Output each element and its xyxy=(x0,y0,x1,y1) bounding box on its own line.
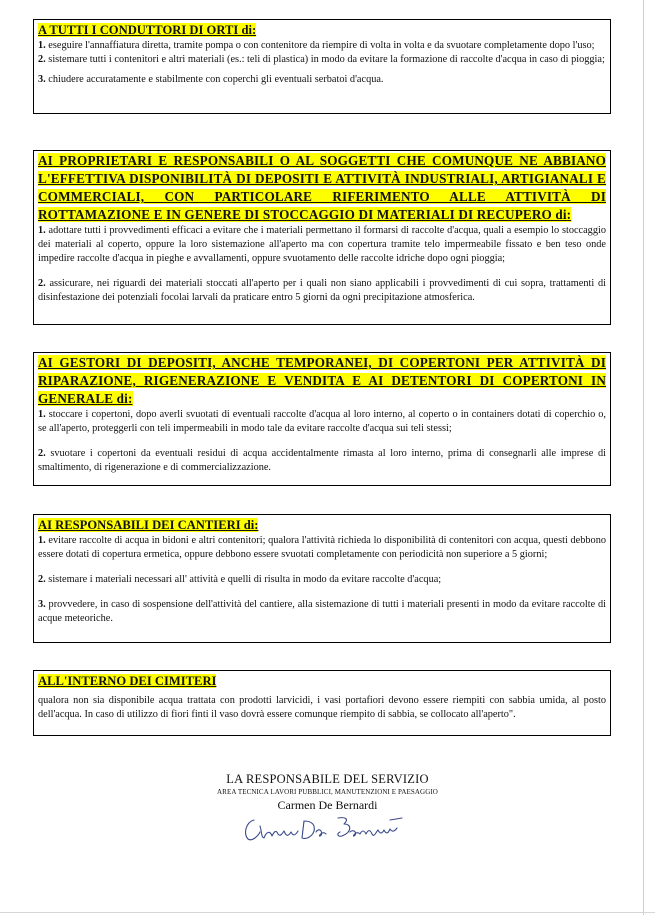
section-heading xyxy=(38,21,606,39)
item-text: sistemare i materiali necessari all' attività e quelli di risulta in modo da evitare raccolte d'acqua; xyxy=(45,573,442,585)
item-text: evitare raccolte di acqua in bidoni e altri contenitori; qualora l'attività richieda lo disponibilità di contenitori con acqua, questi debbono essere dotati di copertura ermetica, oppure debbono essere svuotati completamente con periodicità non superiore a 5 giorni; xyxy=(38,535,606,560)
section-copertoni xyxy=(33,352,611,486)
section-heading xyxy=(38,516,606,534)
section-cantieri xyxy=(33,514,611,643)
section-title: AI RESPONSABILI DEI CANTIERI di: xyxy=(38,518,259,532)
list-item xyxy=(38,224,606,266)
page-edge xyxy=(0,912,655,913)
list-item xyxy=(38,598,606,626)
list-item xyxy=(38,694,606,722)
item-text: adottare tutti i provvedimenti efficaci a evitare che i materiali permettano il formarsi di raccolte d'acqua, quali a esempio lo stoccaggio dei materiali al coperto, oppure la loro sistemazione all'aperto ma con copertura tramite telo impermeabile fissato e ben teso onde impedire raccolte d'acqua in pieghe e avvallamenti, oppure svuotamento delle raccolte idriche dopo ogni pioggia; xyxy=(38,225,606,264)
section-heading xyxy=(38,354,606,408)
item-text: provvedere, in caso di sospensione dell'attività del cantiere, alla sistemazione di tutti i materiali presenti in modo da evitare raccolte di acque meteoriche. xyxy=(38,598,606,624)
item-text: eseguire l'annaffiatura diretta, tramite pompa o con contenitore da riempire di volta in volta e da svuotare completamente dopo l'uso; xyxy=(45,40,595,51)
signature-area: AREA TECNICA LAVORI PUBBLICI, MANUTENZIONI E PAESAGGIO xyxy=(217,788,438,796)
item-number: 3. xyxy=(38,598,46,610)
section-title: ALL'INTERNO DEI CIMITERI xyxy=(38,674,217,688)
item-number: 3. xyxy=(38,73,46,85)
list-item xyxy=(38,573,606,587)
list-item xyxy=(38,447,606,475)
section-title: A TUTTI I CONDUTTORI DI ORTI di: xyxy=(38,23,257,37)
section-title: AI PROPRIETARI E RESPONSABILI O AL SOGGETTI CHE COMUNQUE NE ABBIANO L'EFFETTIVA DISPONIBILITÀ DI DEPOSITI E ATTIVITÀ INDUSTRIALI, ARTIGIANALI E COMMERCIALI, CON PARTICOLARE RIFERIMENTO ALLE ATTIVITÀ DI ROTTAMAZIONE E IN GENERE DI STOCCAGGIO DI MATERIALI DI RECUPERO di: xyxy=(38,153,606,222)
item-number: 2. xyxy=(38,277,46,289)
item-text: assicurare, nei riguardi dei materiali stoccati all'aperto per i quali non siano applicabili i provvedimenti di cui sopra, trattamenti di disinfestazione dei potenziali focolai larvali da praticare entro 5 giorni da ogni precipitazione atmosferica. xyxy=(38,277,606,303)
list-item xyxy=(38,534,606,562)
signature-block xyxy=(0,772,655,813)
list-item xyxy=(38,39,606,53)
signature-name: Carmen De Bernardi xyxy=(277,798,378,812)
item-text: svuotare i copertoni da eventuali residui di acqua accidentalmente rimasta al loro interno, prima di consegnarli alle imprese di smaltimento, di rigenerazione e di commercializzazione. xyxy=(38,447,606,473)
item-text: sistemare tutti i contenitori e altri materiali (es.: teli di plastica) in modo da evitare la formazione di raccolte d'acqua in caso di pioggia; xyxy=(45,53,605,65)
list-item xyxy=(38,53,606,67)
section-title: AI GESTORI DI DEPOSITI, ANCHE TEMPORANEI, DI COPERTONI PER ATTIVITÀ DI RIPARAZIONE, RIGENERAZIONE E VENDITA E AI DETENTORI DI COPERTONI IN GENERALE di: xyxy=(38,355,606,406)
item-number: 2. xyxy=(38,447,46,459)
item-text: qualora non sia disponibile acqua trattata con prodotti larvicidi, i vasi portafiori devono essere riempiti con sabbia umida, al posto dell'acqua. In caso di utilizzo di fiori finti il vaso dovrà essere comunque riempito di sabbia, se collocato all'aperto". xyxy=(38,695,606,720)
section-cimiteri xyxy=(33,670,611,736)
signature-title: LA RESPONSABILE DEL SERVIZIO xyxy=(226,772,429,786)
section-orti xyxy=(33,19,611,114)
handwritten-signature xyxy=(240,812,410,846)
item-number: 1. xyxy=(38,40,46,51)
item-number: 2. xyxy=(38,573,46,585)
item-text: chiudere accuratamente e stabilmente con coperchi gli eventuali serbatoi d'acqua. xyxy=(45,73,384,85)
item-number: 1. xyxy=(38,409,46,420)
section-depositi-industriali xyxy=(33,150,611,325)
item-number: 1. xyxy=(38,535,46,546)
item-number: 2. xyxy=(38,53,46,65)
section-heading xyxy=(38,152,606,224)
list-item xyxy=(38,73,606,87)
list-item xyxy=(38,408,606,436)
list-item xyxy=(38,277,606,305)
item-number: 1. xyxy=(38,225,46,236)
item-text: stoccare i copertoni, dopo averli svuotati di eventuali raccolte d'acqua al loro interno, al coperto o in containers dotati di coperchio o, se all'aperto, proteggerli con teli impermeabili in modo tale da evitare raccolte d'acqua sui teli stessi; xyxy=(38,409,606,434)
section-heading xyxy=(38,672,606,690)
